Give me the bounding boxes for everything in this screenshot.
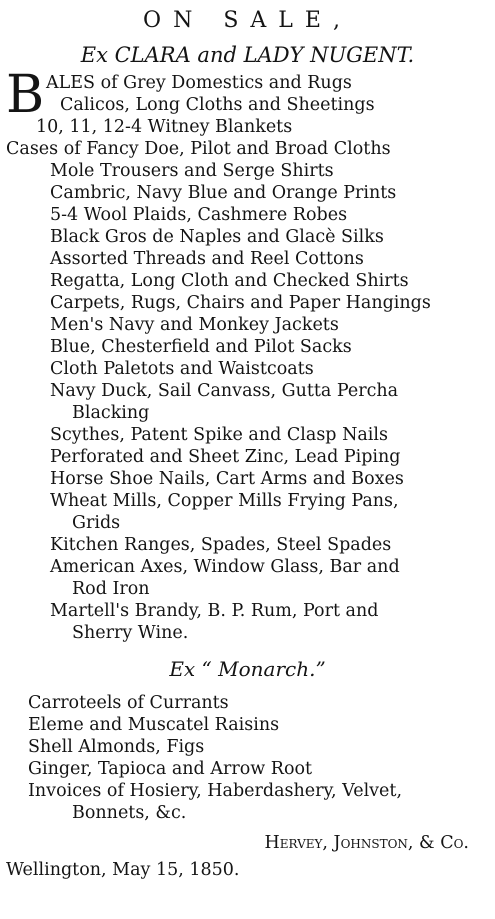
list-item: American Axes, Window Glass, Bar and: [50, 557, 400, 577]
list-item: Carpets, Rugs, Chairs and Paper Hangings: [50, 293, 431, 313]
list-item-continuation: Sherry Wine.: [72, 623, 189, 643]
list-item: Horse Shoe Nails, Cart Arms and Boxes: [50, 469, 404, 489]
list-item: Mole Trousers and Serge Shirts: [50, 161, 334, 181]
list-item: Cloth Paletots and Waistcoats: [50, 359, 314, 379]
heading: ON SALE,: [143, 8, 352, 33]
list-item: Perforated and Sheet Zinc, Lead Piping: [50, 447, 401, 467]
drop-cap: B: [6, 65, 45, 125]
list-item: Scythes, Patent Spike and Clasp Nails: [50, 425, 388, 445]
monarch-items: [0, 692, 495, 824]
list-item: Kitchen Ranges, Spades, Steel Spades: [50, 535, 392, 555]
bales-block: [0, 65, 495, 125]
list-item-continuation: Blacking: [72, 403, 150, 423]
list-item: Men's Navy and Monkey Jackets: [50, 315, 339, 335]
list-item-continuation: Grids: [72, 513, 121, 533]
list-item: Calicos, Long Cloths and Sheetings: [60, 95, 375, 115]
merchant-signature: Hervey, Johnston, & Co.: [264, 833, 469, 853]
list-item: Carroteels of Currants: [28, 693, 229, 713]
list-item-continuation: Rod Iron: [72, 579, 150, 599]
list-item: Assorted Threads and Reel Cottons: [50, 249, 364, 269]
list-item: Invoices of Hosiery, Haberdashery, Velvet,: [28, 781, 403, 801]
list-item: Martell's Brandy, B. P. Rum, Port and: [50, 601, 379, 621]
list-item: ALES of Grey Domestics and Rugs: [46, 73, 352, 93]
list-item: Cambric, Navy Blue and Orange Prints: [50, 183, 397, 203]
clara-items: [0, 65, 495, 644]
list-item: Regatta, Long Cloth and Checked Shirts: [50, 271, 409, 291]
list-item: Blue, Chesterfield and Pilot Sacks: [50, 337, 352, 357]
section-heading-monarch: Ex “ Monarch.”: [169, 657, 326, 681]
list-item: Navy Duck, Sail Canvass, Gutta Percha: [50, 381, 399, 401]
list-item: Wheat Mills, Copper Mills Frying Pans,: [50, 491, 399, 511]
list-item: 5-4 Wool Plaids, Cashmere Robes: [50, 205, 348, 225]
list-item: Shell Almonds, Figs: [28, 737, 205, 757]
list-item: 10, 11, 12-4 Witney Blankets: [36, 117, 293, 137]
subheading: Ex CLARA and LADY NUGENT.: [80, 43, 415, 67]
list-item: Cases of Fancy Doe, Pilot and Broad Cloths: [6, 139, 391, 159]
dateline: Wellington, May 15, 1850.: [6, 860, 240, 880]
list-item: Black Gros de Naples and Glacè Silks: [50, 227, 384, 247]
list-item: Eleme and Muscatel Raisins: [28, 715, 280, 735]
list-item-continuation: Bonnets, &c.: [72, 803, 187, 823]
list-item: Ginger, Tapioca and Arrow Root: [28, 759, 313, 779]
